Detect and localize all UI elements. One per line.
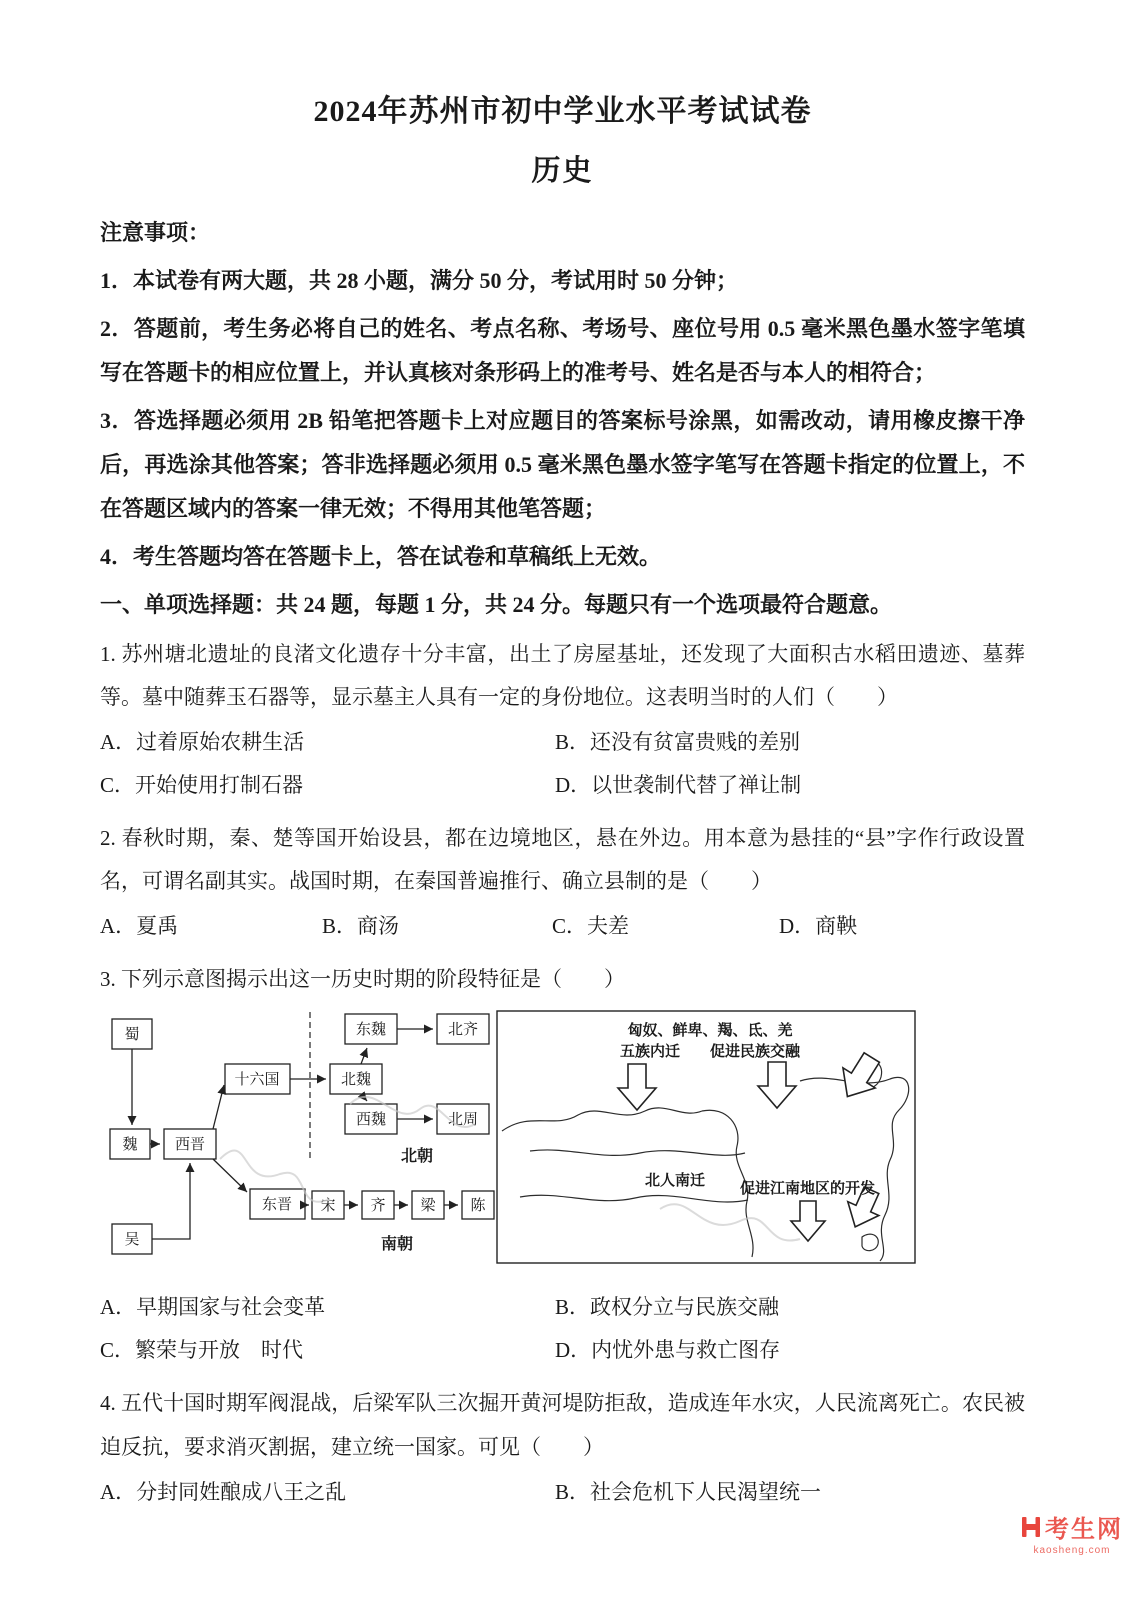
page-title: 2024年苏州市初中学业水平考试试卷 (313, 95, 812, 128)
notice-item-1: 1．本试卷有两大题，共 28 小题，满分 50 分，考试用时 50 分钟； (100, 268, 739, 293)
flow-label-song: 宋 (320, 1198, 336, 1215)
flow-label-shiliuguo: 十六国 (234, 1072, 280, 1089)
question-4-stem: 4. 五代十国时期军阀混战，后梁军队三次掘开黄河堤防拒敌，造成连年水灾，人民流离死亡。农民被迫反抗，要求消灭割据，建立统一国家。可见（ ） (100, 1391, 1025, 1459)
flow-label-shu: 蜀 (124, 1027, 140, 1044)
site-watermark-domain: kaosheng.com (1033, 1545, 1111, 1556)
flowchart (110, 1012, 494, 1254)
notice-item-3: 3．答选择题必须用 2B 铅笔把答题卡上对应题目的答案标号涂黑，如需改动，请用橡皮擦干净后，再选涂其他答案；答非选择题必须用 0.5 毫米黑色墨水签字笔写在答题卡指定的位置上，不在答题区域内的答案一律无效；不得用其他笔答题； (100, 408, 1025, 521)
notice-item-2: 2．答题前，考生务必将自己的姓名、考点名称、考场号、座位号用 0.5 毫米黑色墨水签字笔填写在答题卡的相应位置上，并认真核对条形码上的准考号、姓名是否与本人的相符合； (100, 316, 1025, 385)
question-1-option-d: D．以世袭制代替了禅让制 (555, 773, 802, 798)
flow-label-beiwei: 北魏 (340, 1072, 372, 1089)
question-1-option-a: A．过着原始农耕生活 (100, 730, 305, 755)
question-1-options (100, 721, 1025, 807)
question-4-options (100, 1471, 1025, 1514)
flow-label-nanchao: 南朝 (380, 1236, 414, 1254)
flow-label-xijin: 西晋 (174, 1137, 206, 1154)
question-3-option-c: C．繁荣与开放 时代 (100, 1338, 304, 1363)
question-2 (100, 817, 1025, 948)
notice-item-4: 4．考生答题均答在答题卡上，答在试卷和草稿纸上无效。 (100, 544, 662, 569)
map-text-migration-north: 五族内迁 促进民族交融 (619, 1044, 801, 1061)
subject-title: 历史 (531, 155, 594, 187)
dynasty-flowchart-and-map (100, 1009, 918, 1271)
flow-label-beizhou: 北周 (447, 1112, 479, 1129)
site-watermark (1021, 1509, 1123, 1556)
question-3-option-b: B．政权分立与民族交融 (555, 1295, 780, 1320)
flow-label-wei: 魏 (122, 1137, 138, 1154)
question-2-option-d: D．商鞅 (779, 914, 858, 939)
map-text-tribes: 匈奴、鲜卑、羯、氐、羌 (627, 1023, 793, 1040)
question-3-diagram (100, 1009, 1025, 1276)
map-text-south-migration: 北人南迁 (645, 1173, 706, 1190)
site-watermark-row (1021, 1509, 1123, 1544)
flow-label-dongjin: 东晋 (261, 1197, 293, 1214)
question-3-options (100, 1286, 1025, 1372)
flow-label-beiqi: 北齐 (447, 1022, 479, 1039)
question-3-stem: 3. 下列示意图揭示出这一历史时期的阶段特征是（ ） (100, 967, 625, 992)
map-text-south-development: 促进江南地区的开发 (740, 1181, 876, 1198)
flow-label-chen: 陈 (470, 1198, 486, 1215)
question-1-option-b: B．还没有贫富贵贱的差别 (555, 730, 801, 755)
question-1 (100, 633, 1025, 807)
question-2-options (100, 905, 1025, 948)
question-2-option-a: A．夏禹 (100, 914, 179, 939)
flow-label-qi: 齐 (370, 1198, 386, 1215)
notice-heading: 注意事项： (100, 220, 211, 245)
migration-map (497, 1011, 915, 1263)
question-4 (100, 1382, 1025, 1513)
question-1-stem: 1. 苏州塘北遗址的良渚文化遗存十分丰富，出土了房屋基址，还发现了大面积古水稻田遗迹、墓葬等。墓中随葬玉石器等，显示墓主人具有一定的身份地位。这表明当时的人们（ ） (100, 642, 1025, 710)
question-3-option-d: D．内忧外患与救亡图存 (555, 1338, 781, 1363)
flow-label-dongwei: 东魏 (355, 1022, 387, 1039)
question-3 (100, 958, 1025, 1372)
site-watermark-name: 考生网 (1045, 1516, 1123, 1543)
flow-label-xiwei: 西魏 (355, 1112, 387, 1129)
flow-label-wu: 吴 (124, 1232, 140, 1249)
question-2-option-b: B．商汤 (322, 914, 400, 939)
question-2-option-c: C．夫差 (552, 914, 630, 939)
flow-label-beichao: 北朝 (400, 1148, 434, 1166)
question-4-option-b: B．社会危机下人民渴望统一 (555, 1479, 822, 1504)
question-2-stem: 2. 春秋时期，秦、楚等国开始设县，都在边境地区，悬在外边。用本意为悬挂的“县”字作行政设置名，可谓名副其实。战国时期，在秦国普遍推行、确立县制的是（ ） (100, 826, 1025, 894)
question-4-option-a: A．分封同姓酿成八王之乱 (100, 1479, 347, 1504)
question-3-option-a: A．早期国家与社会变革 (100, 1295, 326, 1320)
kaosheng-logo-icon (1021, 1515, 1041, 1539)
flow-label-liang: 梁 (420, 1198, 436, 1215)
question-1-option-c: C．开始使用打制石器 (100, 773, 304, 798)
section-heading: 一、单项选择题：共 24 题，每题 1 分，共 24 分。每题只有一个选项最符合题意。 (100, 592, 893, 617)
